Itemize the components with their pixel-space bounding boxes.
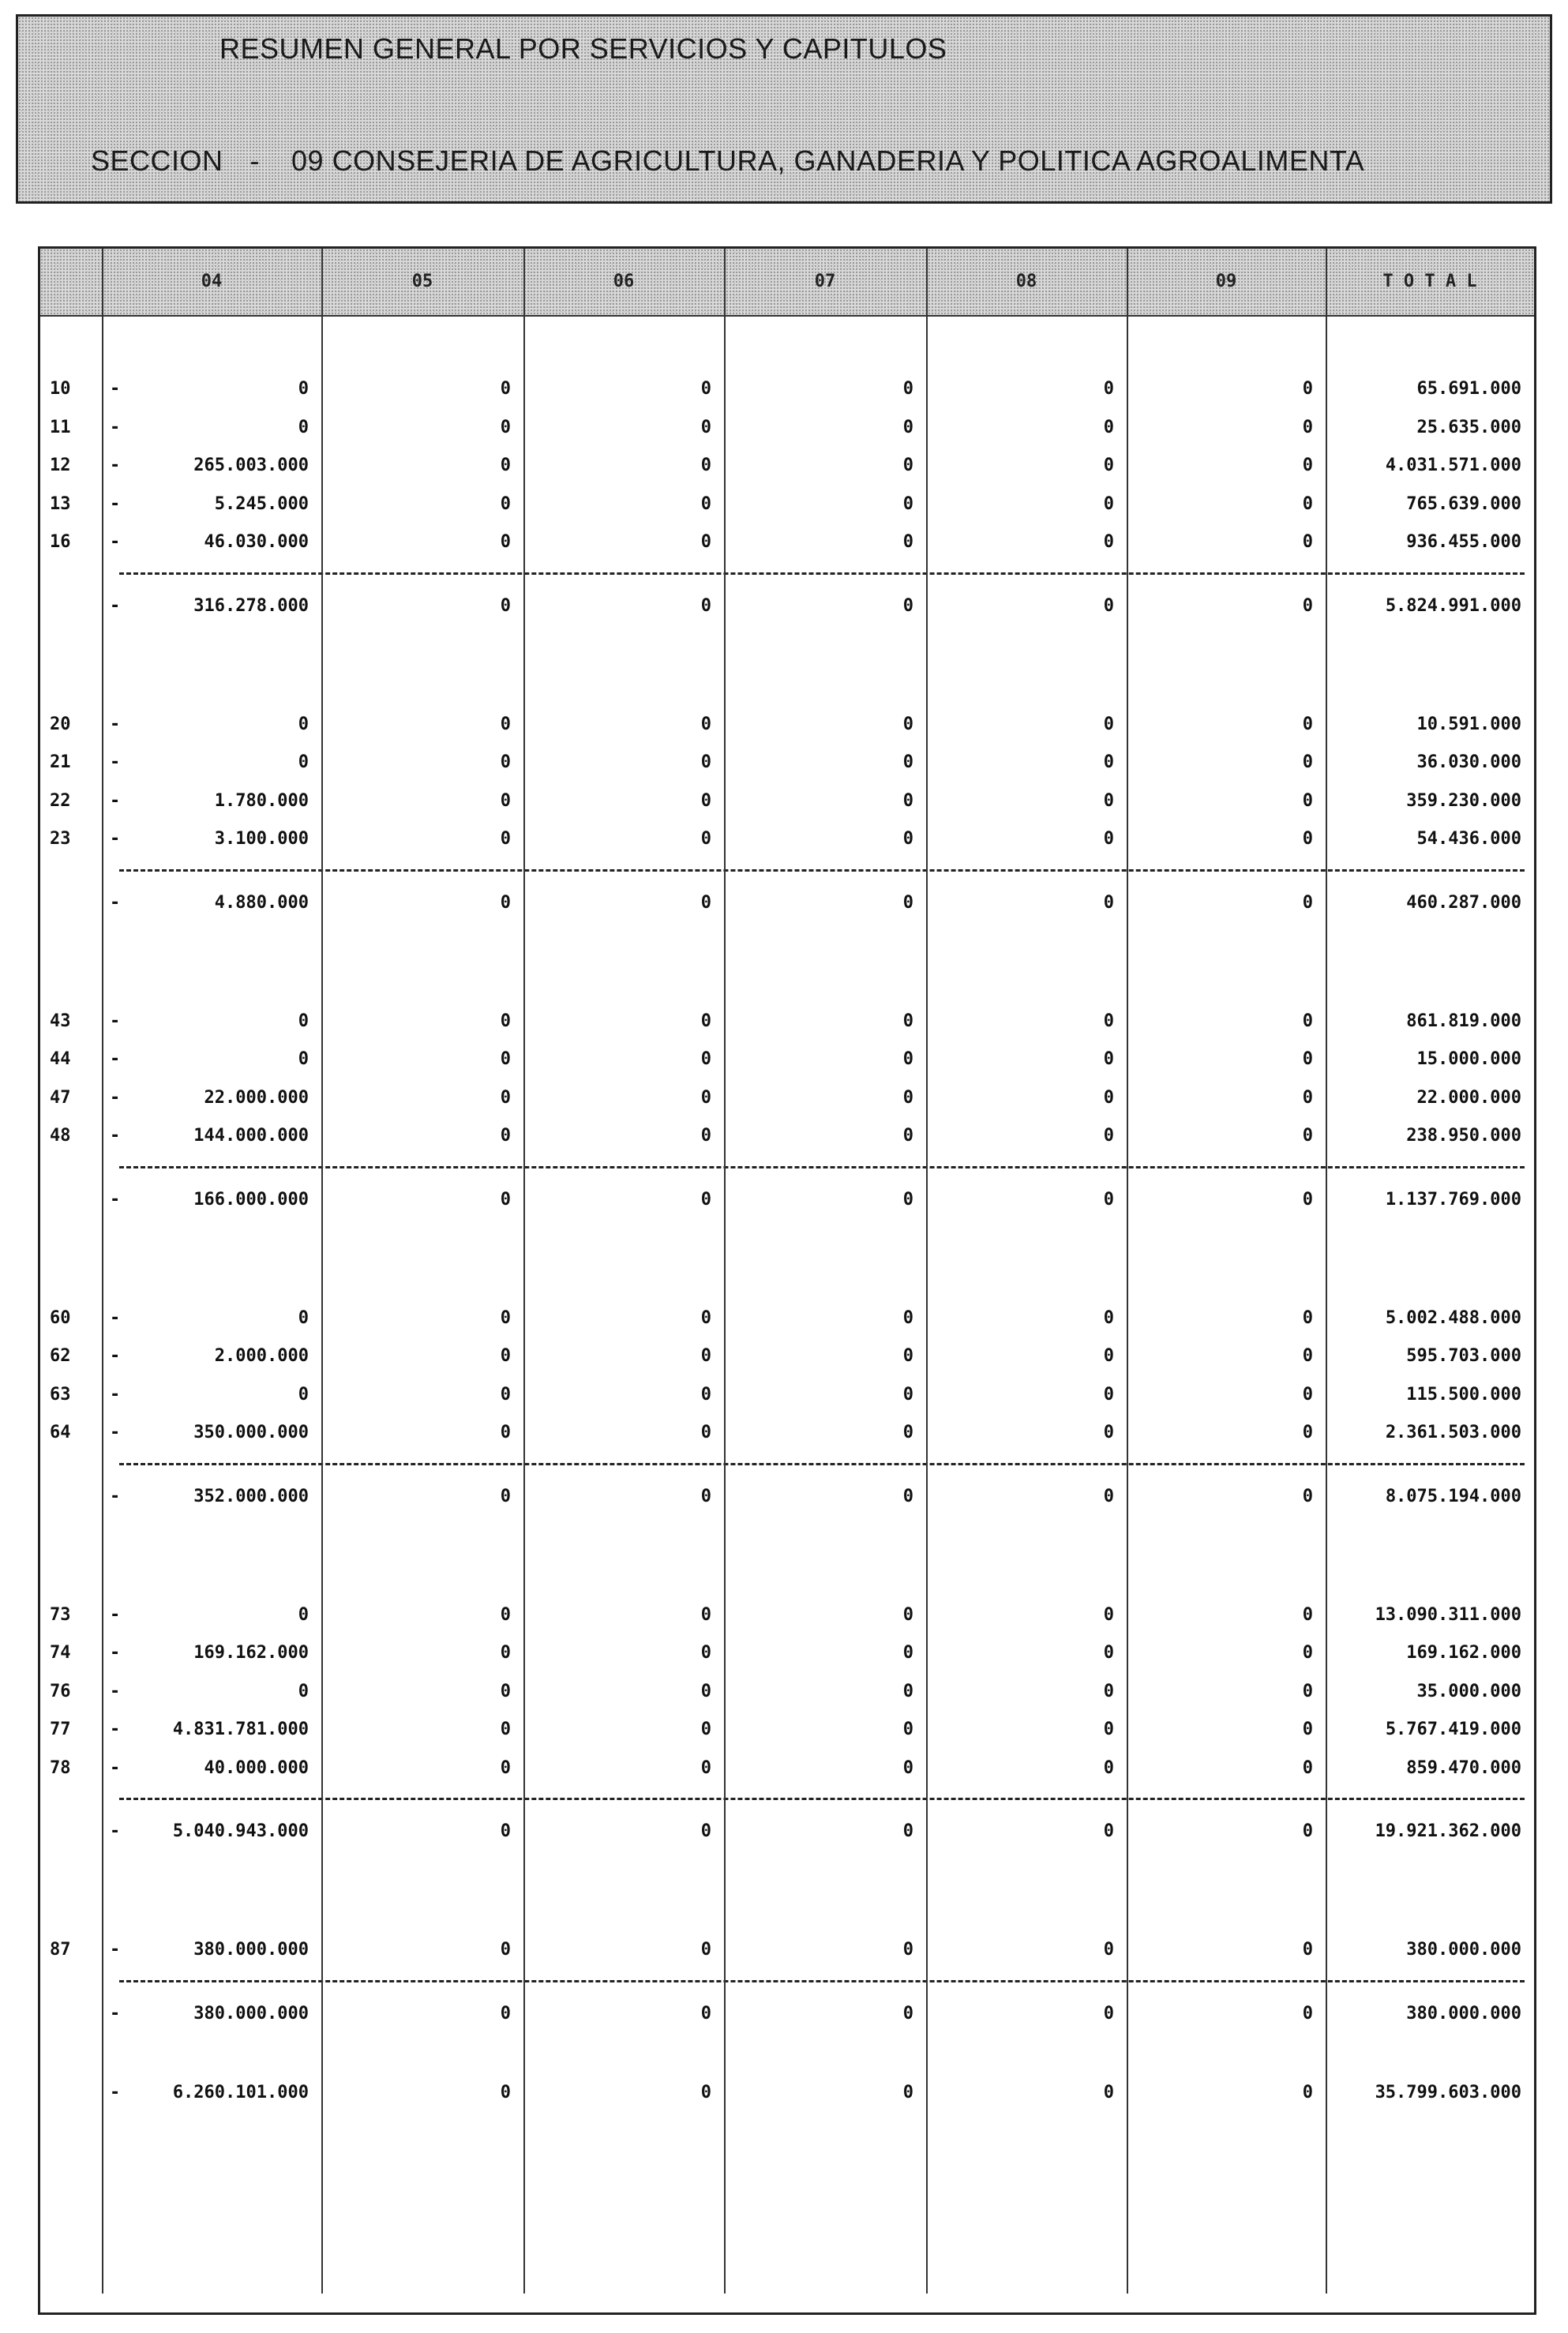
value-cell: 0 — [1302, 379, 1313, 399]
column-header: 09 — [1215, 272, 1237, 291]
value-cell: 169.162.000 — [193, 1643, 309, 1663]
value-cell: 0 — [1302, 1643, 1313, 1663]
total-cell: 859.470.000 — [1406, 1757, 1521, 1778]
value-cell: 0 — [700, 1720, 711, 1739]
value-cell: 0 — [700, 1681, 711, 1701]
value-cell: 0 — [1103, 1346, 1114, 1366]
value-cell: 0 — [298, 1011, 309, 1031]
row-code: 63 — [50, 1384, 71, 1405]
value-cell: 0 — [298, 379, 309, 399]
row-code: 60 — [50, 1307, 71, 1328]
column-rule — [926, 249, 928, 2294]
value-cell: 0 — [1302, 1486, 1313, 1506]
row-dash: - — [110, 1486, 121, 1506]
column-header: 06 — [613, 272, 635, 291]
value-cell: 0 — [700, 1307, 711, 1328]
value-cell: 0 — [298, 417, 309, 437]
value-cell: 0 — [700, 714, 711, 734]
row-code: 11 — [50, 417, 71, 437]
value-cell: 0 — [1103, 1126, 1114, 1146]
row-dash: - — [110, 892, 121, 913]
value-cell: 0 — [1103, 2082, 1114, 2102]
value-cell: 0 — [1103, 790, 1114, 811]
total-cell: 10.591.000 — [1416, 714, 1521, 734]
value-cell: 0 — [298, 752, 309, 772]
value-cell: 4.831.781.000 — [172, 1720, 309, 1739]
value-cell: 0 — [902, 1940, 913, 1960]
value-cell: 46.030.000 — [204, 532, 309, 552]
value-cell: 0 — [1302, 1681, 1313, 1701]
value-cell: 0 — [902, 752, 913, 772]
row-code: 23 — [50, 829, 71, 849]
value-cell: 0 — [1302, 1087, 1313, 1108]
total-cell: 238.950.000 — [1406, 1126, 1521, 1146]
table-header — [40, 249, 1534, 317]
value-cell: 0 — [500, 456, 511, 475]
value-cell: 0 — [1302, 2082, 1313, 2102]
value-cell: 0 — [700, 1087, 711, 1108]
value-cell: 0 — [902, 595, 913, 616]
value-cell: 6.260.101.000 — [172, 2082, 309, 2102]
value-cell: 0 — [1302, 2003, 1313, 2024]
value-cell: 0 — [1103, 456, 1114, 475]
value-cell: 3.100.000 — [214, 829, 309, 849]
row-dash: - — [110, 1346, 121, 1366]
value-cell: 0 — [1103, 379, 1114, 399]
value-cell: 0 — [700, 1643, 711, 1663]
value-cell: 0 — [500, 1126, 511, 1146]
value-cell: 0 — [500, 1643, 511, 1663]
value-cell: 0 — [902, 892, 913, 913]
value-cell: 0 — [700, 417, 711, 437]
value-cell: 0 — [1103, 1720, 1114, 1739]
column-header: 07 — [814, 272, 836, 291]
value-cell: 0 — [1302, 1720, 1313, 1739]
total-cell: 169.162.000 — [1406, 1643, 1521, 1663]
value-cell: 0 — [1103, 1486, 1114, 1506]
value-cell: 0 — [500, 1720, 511, 1739]
subtotal-separator — [119, 1463, 1525, 1465]
value-cell: 0 — [700, 1126, 711, 1146]
row-dash: - — [110, 752, 121, 772]
row-dash: - — [110, 1757, 121, 1778]
subtotal-separator — [119, 1798, 1525, 1800]
value-cell: 0 — [902, 1384, 913, 1405]
value-cell: 0 — [700, 790, 711, 811]
total-cell: 5.767.419.000 — [1385, 1720, 1521, 1739]
value-cell: 0 — [1103, 493, 1114, 514]
value-cell: 0 — [298, 1049, 309, 1069]
value-cell: 0 — [902, 714, 913, 734]
value-cell: 0 — [902, 1604, 913, 1625]
value-cell: 0 — [700, 532, 711, 552]
value-cell: 0 — [1103, 1604, 1114, 1625]
value-cell: 0 — [500, 1049, 511, 1069]
section-dash: - — [249, 144, 261, 177]
value-cell: 0 — [902, 1821, 913, 1841]
total-cell: 380.000.000 — [1406, 1940, 1521, 1960]
row-dash: - — [110, 1011, 121, 1031]
value-cell: 0 — [1302, 1307, 1313, 1328]
value-cell: 265.003.000 — [193, 456, 309, 475]
value-cell: 0 — [1103, 1307, 1114, 1328]
total-cell: 4.031.571.000 — [1385, 456, 1521, 475]
subtotal-separator — [119, 869, 1525, 872]
value-cell: 0 — [1103, 714, 1114, 734]
row-dash: - — [110, 1049, 121, 1069]
total-cell: 13.090.311.000 — [1375, 1604, 1521, 1625]
value-cell: 0 — [1103, 1087, 1114, 1108]
column-header: 04 — [201, 272, 223, 291]
value-cell: 0 — [298, 714, 309, 734]
row-code: 74 — [50, 1643, 71, 1663]
value-cell: 0 — [1103, 1049, 1114, 1069]
value-cell: 0 — [700, 2082, 711, 2102]
column-rule — [102, 249, 103, 2294]
value-cell: 0 — [700, 892, 711, 913]
row-code: 13 — [50, 493, 71, 514]
value-cell: 0 — [1103, 1681, 1114, 1701]
total-cell: 380.000.000 — [1406, 2003, 1521, 2024]
row-dash: - — [110, 595, 121, 616]
value-cell: 0 — [1302, 532, 1313, 552]
value-cell: 0 — [700, 1011, 711, 1031]
row-dash: - — [110, 379, 121, 399]
value-cell: 0 — [500, 1940, 511, 1960]
value-cell: 0 — [1302, 1384, 1313, 1405]
value-cell: 0 — [1103, 2003, 1114, 2024]
value-cell: 0 — [500, 2003, 511, 2024]
column-header: 08 — [1015, 272, 1037, 291]
row-code: 64 — [50, 1423, 71, 1442]
subtotal-separator — [119, 1980, 1525, 1982]
row-dash: - — [110, 456, 121, 475]
total-cell: 25.635.000 — [1416, 417, 1521, 437]
value-cell: 0 — [902, 1681, 913, 1701]
value-cell: 0 — [1302, 714, 1313, 734]
value-cell: 0 — [1302, 1126, 1313, 1146]
row-dash: - — [110, 2082, 121, 2102]
total-cell: 359.230.000 — [1406, 790, 1521, 811]
value-cell: 0 — [298, 1307, 309, 1328]
total-cell: 115.500.000 — [1406, 1384, 1521, 1405]
row-code: 76 — [50, 1681, 71, 1701]
total-cell: 1.137.769.000 — [1385, 1189, 1521, 1210]
value-cell: 0 — [500, 1384, 511, 1405]
row-dash: - — [110, 790, 121, 811]
value-cell: 0 — [1302, 456, 1313, 475]
value-cell: 0 — [700, 1940, 711, 1960]
value-cell: 0 — [902, 1307, 913, 1328]
row-dash: - — [110, 2003, 121, 2024]
total-cell: 460.287.000 — [1406, 892, 1521, 913]
value-cell: 0 — [1103, 1757, 1114, 1778]
value-cell: 0 — [1302, 595, 1313, 616]
total-cell: 5.002.488.000 — [1385, 1307, 1521, 1328]
value-cell: 0 — [1103, 595, 1114, 616]
value-cell: 5.245.000 — [214, 493, 309, 514]
value-cell: 0 — [500, 417, 511, 437]
value-cell: 0 — [500, 2082, 511, 2102]
value-cell: 0 — [902, 1126, 913, 1146]
value-cell: 0 — [700, 379, 711, 399]
row-code: 62 — [50, 1346, 71, 1366]
total-cell: 936.455.000 — [1406, 532, 1521, 552]
value-cell: 0 — [1302, 752, 1313, 772]
value-cell: 0 — [902, 1189, 913, 1210]
value-cell: 4.880.000 — [214, 892, 309, 913]
value-cell: 0 — [1103, 1643, 1114, 1663]
value-cell: 0 — [700, 1189, 711, 1210]
row-code: 48 — [50, 1126, 71, 1146]
value-cell: 0 — [1302, 1189, 1313, 1210]
value-cell: 0 — [500, 1423, 511, 1442]
total-cell: 595.703.000 — [1406, 1346, 1521, 1366]
row-code: 77 — [50, 1720, 71, 1739]
value-cell: 0 — [902, 1486, 913, 1506]
value-cell: 0 — [902, 1346, 913, 1366]
value-cell: 0 — [1302, 1011, 1313, 1031]
row-code: 22 — [50, 790, 71, 811]
row-dash: - — [110, 1126, 121, 1146]
value-cell: 0 — [298, 1604, 309, 1625]
value-cell: 0 — [1302, 1940, 1313, 1960]
value-cell: 0 — [1103, 1940, 1114, 1960]
section-label: SECCION — [91, 144, 223, 177]
value-cell: 0 — [902, 379, 913, 399]
value-cell: 0 — [700, 595, 711, 616]
row-dash: - — [110, 1681, 121, 1701]
value-cell: 0 — [500, 1604, 511, 1625]
column-rule — [523, 249, 525, 2294]
value-cell: 0 — [902, 829, 913, 849]
row-dash: - — [110, 1604, 121, 1625]
row-dash: - — [110, 1423, 121, 1442]
value-cell: 350.000.000 — [193, 1423, 309, 1442]
value-cell: 0 — [1302, 1049, 1313, 1069]
value-cell: 0 — [1302, 1346, 1313, 1366]
value-cell: 0 — [902, 456, 913, 475]
value-cell: 0 — [700, 1604, 711, 1625]
value-cell: 0 — [700, 752, 711, 772]
row-code: 73 — [50, 1604, 71, 1625]
value-cell: 0 — [500, 752, 511, 772]
value-cell: 0 — [500, 714, 511, 734]
value-cell: 0 — [700, 829, 711, 849]
value-cell: 0 — [1302, 1821, 1313, 1841]
value-cell: 0 — [902, 493, 913, 514]
column-rule — [1326, 249, 1327, 2294]
value-cell: 0 — [1302, 790, 1313, 811]
page-title: RESUMEN GENERAL POR SERVICIOS Y CAPITULOS — [219, 32, 947, 65]
column-rule — [724, 249, 726, 2294]
value-cell: 0 — [1103, 417, 1114, 437]
total-cell: 8.075.194.000 — [1385, 1486, 1521, 1506]
value-cell: 0 — [500, 1087, 511, 1108]
row-code: 16 — [50, 532, 71, 552]
row-dash: - — [110, 1189, 121, 1210]
value-cell: 40.000.000 — [204, 1757, 309, 1778]
row-code: 21 — [50, 752, 71, 772]
value-cell: 0 — [1103, 829, 1114, 849]
value-cell: 0 — [500, 493, 511, 514]
value-cell: 0 — [500, 1486, 511, 1506]
value-cell: 0 — [1103, 892, 1114, 913]
total-cell: 36.030.000 — [1416, 752, 1521, 772]
value-cell: 0 — [500, 379, 511, 399]
value-cell: 0 — [500, 829, 511, 849]
value-cell: 0 — [700, 493, 711, 514]
value-cell: 1.780.000 — [214, 790, 309, 811]
value-cell: 5.040.943.000 — [172, 1821, 309, 1841]
value-cell: 0 — [1103, 1189, 1114, 1210]
row-dash: - — [110, 1643, 121, 1663]
value-cell: 0 — [500, 1681, 511, 1701]
value-cell: 0 — [902, 1757, 913, 1778]
total-cell: 15.000.000 — [1416, 1049, 1521, 1069]
value-cell: 0 — [902, 2003, 913, 2024]
row-dash: - — [110, 829, 121, 849]
row-code: 78 — [50, 1757, 71, 1778]
value-cell: 0 — [1302, 829, 1313, 849]
value-cell: 0 — [1103, 752, 1114, 772]
column-header: T O T A L — [1382, 272, 1477, 291]
value-cell: 0 — [902, 1049, 913, 1069]
row-dash: - — [110, 532, 121, 552]
row-dash: - — [110, 1307, 121, 1328]
subtotal-separator — [119, 1166, 1525, 1168]
value-cell: 22.000.000 — [204, 1087, 309, 1108]
value-cell: 0 — [500, 1307, 511, 1328]
value-cell: 0 — [902, 1643, 913, 1663]
row-dash: - — [110, 1087, 121, 1108]
total-cell: 765.639.000 — [1406, 493, 1521, 514]
column-header: 05 — [411, 272, 433, 291]
value-cell: 0 — [1302, 1423, 1313, 1442]
value-cell: 0 — [1302, 1604, 1313, 1625]
value-cell: 0 — [700, 1821, 711, 1841]
title-box — [16, 14, 1552, 204]
total-cell: 19.921.362.000 — [1375, 1821, 1521, 1841]
value-cell: 0 — [500, 1757, 511, 1778]
total-cell: 35.799.603.000 — [1375, 2082, 1521, 2102]
value-cell: 2.000.000 — [214, 1346, 309, 1366]
total-cell: 54.436.000 — [1416, 829, 1521, 849]
value-cell: 0 — [500, 532, 511, 552]
total-cell: 22.000.000 — [1416, 1087, 1521, 1108]
row-dash: - — [110, 493, 121, 514]
value-cell: 0 — [1103, 1011, 1114, 1031]
value-cell: 0 — [500, 790, 511, 811]
value-cell: 0 — [298, 1681, 309, 1701]
value-cell: 0 — [1103, 532, 1114, 552]
row-code: 43 — [50, 1011, 71, 1031]
value-cell: 0 — [902, 417, 913, 437]
row-code: 10 — [50, 379, 71, 399]
value-cell: 0 — [1302, 417, 1313, 437]
value-cell: 0 — [1302, 493, 1313, 514]
value-cell: 316.278.000 — [193, 595, 309, 616]
value-cell: 0 — [700, 1049, 711, 1069]
total-cell: 35.000.000 — [1416, 1681, 1521, 1701]
value-cell: 0 — [1103, 1384, 1114, 1405]
value-cell: 0 — [902, 2082, 913, 2102]
total-cell: 861.819.000 — [1406, 1011, 1521, 1031]
value-cell: 144.000.000 — [193, 1126, 309, 1146]
row-dash: - — [110, 1384, 121, 1405]
value-cell: 0 — [700, 1384, 711, 1405]
value-cell: 0 — [902, 1423, 913, 1442]
value-cell: 0 — [500, 892, 511, 913]
value-cell: 380.000.000 — [193, 1940, 309, 1960]
section-name: 09 CONSEJERIA DE AGRICULTURA, GANADERIA Y POLITICA AGROALIMENTA — [291, 144, 1365, 177]
row-dash: - — [110, 714, 121, 734]
total-cell: 5.824.991.000 — [1385, 595, 1521, 616]
value-cell: 0 — [902, 790, 913, 811]
value-cell: 0 — [902, 532, 913, 552]
row-dash: - — [110, 1821, 121, 1841]
value-cell: 0 — [700, 1346, 711, 1366]
value-cell: 0 — [1103, 1821, 1114, 1841]
value-cell: 0 — [700, 1486, 711, 1506]
column-rule — [321, 249, 323, 2294]
row-dash: - — [110, 417, 121, 437]
row-dash: - — [110, 1940, 121, 1960]
value-cell: 0 — [902, 1087, 913, 1108]
value-cell: 0 — [700, 2003, 711, 2024]
summary-table — [38, 246, 1536, 2315]
value-cell: 0 — [902, 1011, 913, 1031]
value-cell: 0 — [500, 1011, 511, 1031]
value-cell: 166.000.000 — [193, 1189, 309, 1210]
value-cell: 0 — [500, 1346, 511, 1366]
total-cell: 2.361.503.000 — [1385, 1423, 1521, 1442]
value-cell: 0 — [1302, 1757, 1313, 1778]
value-cell: 0 — [1103, 1423, 1114, 1442]
value-cell: 0 — [1302, 892, 1313, 913]
row-code: 87 — [50, 1940, 71, 1960]
value-cell: 0 — [902, 1720, 913, 1739]
row-dash: - — [110, 1720, 121, 1739]
value-cell: 0 — [500, 595, 511, 616]
row-code: 12 — [50, 456, 71, 475]
value-cell: 0 — [700, 1423, 711, 1442]
value-cell: 0 — [500, 1821, 511, 1841]
value-cell: 0 — [298, 1384, 309, 1405]
row-code: 20 — [50, 714, 71, 734]
row-code: 44 — [50, 1049, 71, 1069]
value-cell: 352.000.000 — [193, 1486, 309, 1506]
row-code: 47 — [50, 1087, 71, 1108]
section-heading — [91, 144, 1364, 178]
column-rule — [1127, 249, 1128, 2294]
value-cell: 0 — [700, 1757, 711, 1778]
value-cell: 0 — [700, 456, 711, 475]
subtotal-separator — [119, 572, 1525, 575]
value-cell: 380.000.000 — [193, 2003, 309, 2024]
value-cell: 0 — [500, 1189, 511, 1210]
total-cell: 65.691.000 — [1416, 379, 1521, 399]
